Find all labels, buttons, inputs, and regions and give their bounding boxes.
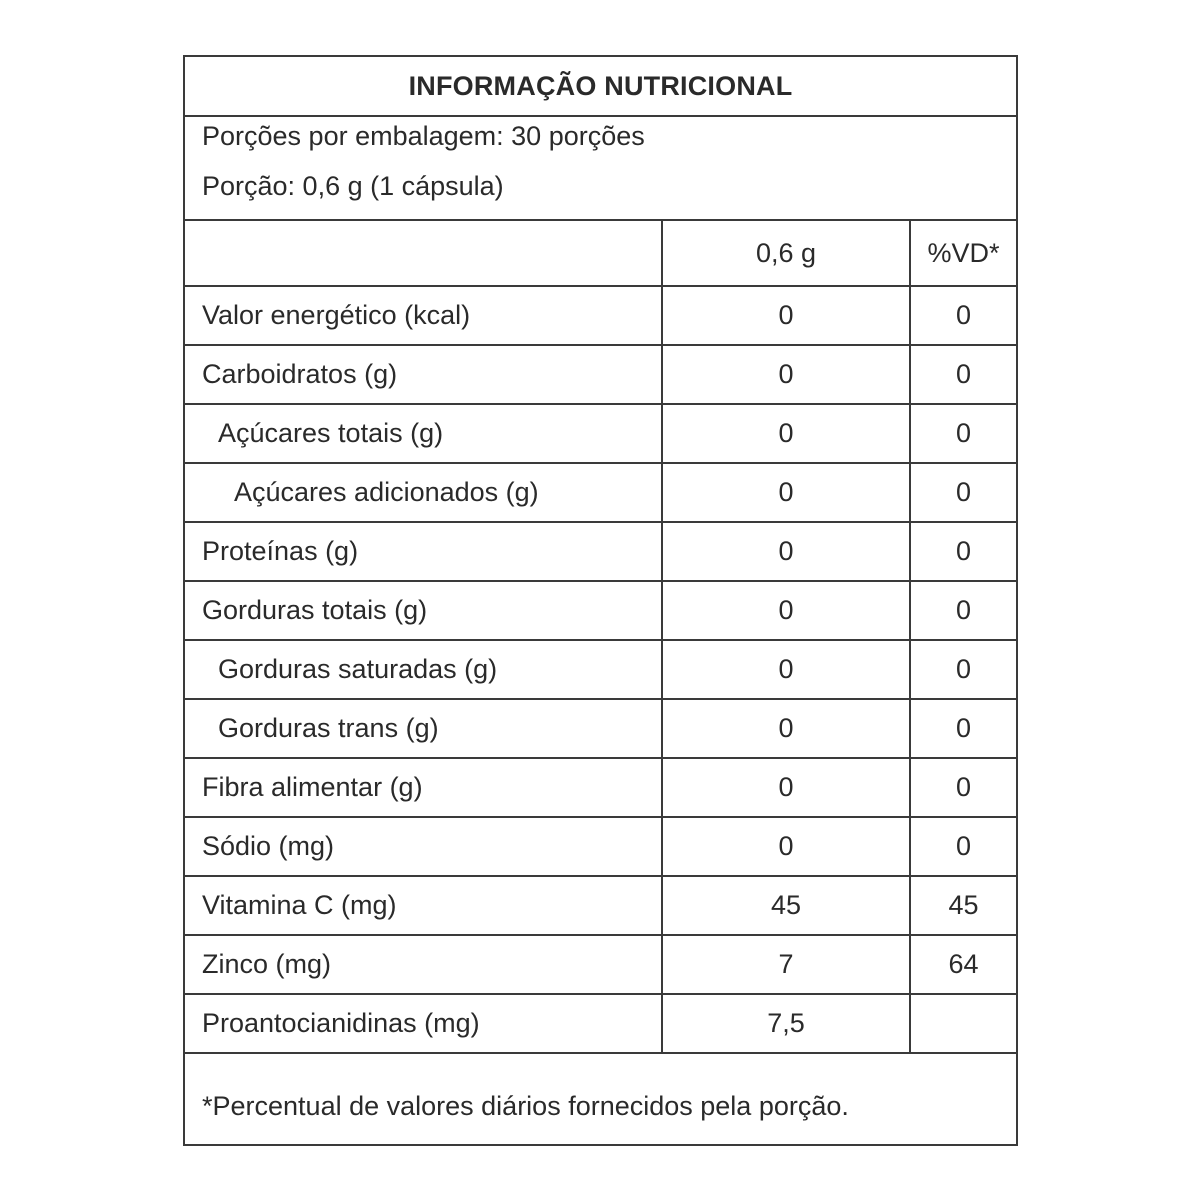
nutrient-quantity: 0 — [662, 758, 910, 817]
nutrient-daily-value: 0 — [910, 345, 1016, 404]
table-row — [185, 581, 1016, 640]
nutrient-quantity: 0 — [662, 404, 910, 463]
nutrient-name: Açúcares adicionados (g) — [185, 463, 662, 522]
nutrition-table — [185, 221, 1016, 1054]
header-quantity-cell: 0,6 g — [662, 221, 910, 286]
table-row — [185, 404, 1016, 463]
nutrient-daily-value: 0 — [910, 640, 1016, 699]
table-header-row — [185, 221, 1016, 286]
nutrient-name: Fibra alimentar (g) — [185, 758, 662, 817]
nutrient-quantity: 0 — [662, 640, 910, 699]
table-row — [185, 640, 1016, 699]
footnote: *Percentual de valores diários fornecidos pela porção. — [202, 1091, 849, 1121]
nutrient-name: Açúcares totais (g) — [185, 404, 662, 463]
serving-size: Porção: 0,6 g (1 cápsula) — [202, 171, 504, 201]
nutrient-daily-value — [910, 994, 1016, 1053]
nutrient-name: Sódio (mg) — [185, 817, 662, 876]
nutrient-daily-value: 0 — [910, 581, 1016, 640]
nutrient-daily-value: 45 — [910, 876, 1016, 935]
nutrition-facts-label — [183, 55, 1018, 1146]
nutrient-quantity: 0 — [662, 286, 910, 345]
table-row — [185, 522, 1016, 581]
servings-per-package: Porções por embalagem: 30 porções — [202, 121, 645, 151]
header-name-cell — [185, 221, 662, 286]
nutrient-quantity: 45 — [662, 876, 910, 935]
portion-info — [185, 117, 1016, 221]
nutrient-quantity: 0 — [662, 581, 910, 640]
nutrient-quantity: 7 — [662, 935, 910, 994]
nutrient-daily-value: 0 — [910, 758, 1016, 817]
nutrient-name: Gorduras trans (g) — [185, 699, 662, 758]
nutrient-daily-value: 0 — [910, 817, 1016, 876]
table-row — [185, 876, 1016, 935]
table-row — [185, 994, 1016, 1053]
table-row — [185, 699, 1016, 758]
nutrient-daily-value: 0 — [910, 522, 1016, 581]
table-row — [185, 758, 1016, 817]
nutrient-quantity: 7,5 — [662, 994, 910, 1053]
table-row — [185, 286, 1016, 345]
nutrient-name: Gorduras saturadas (g) — [185, 640, 662, 699]
nutrient-quantity: 0 — [662, 817, 910, 876]
nutrient-name: Carboidratos (g) — [185, 345, 662, 404]
nutrient-daily-value: 0 — [910, 699, 1016, 758]
table-row — [185, 345, 1016, 404]
nutrient-daily-value: 64 — [910, 935, 1016, 994]
table-row — [185, 817, 1016, 876]
nutrient-daily-value: 0 — [910, 404, 1016, 463]
nutrient-quantity: 0 — [662, 463, 910, 522]
nutrient-quantity: 0 — [662, 522, 910, 581]
nutrient-daily-value: 0 — [910, 286, 1016, 345]
nutrient-name: Proteínas (g) — [185, 522, 662, 581]
header-daily-value-cell: %VD* — [910, 221, 1016, 286]
nutrient-name: Valor energético (kcal) — [185, 286, 662, 345]
nutrient-daily-value: 0 — [910, 463, 1016, 522]
nutrient-name: Gorduras totais (g) — [185, 581, 662, 640]
nutrient-name: Zinco (mg) — [185, 935, 662, 994]
nutrient-name: Vitamina C (mg) — [185, 876, 662, 935]
nutrient-name: Proantocianidinas (mg) — [185, 994, 662, 1053]
nutrient-quantity: 0 — [662, 345, 910, 404]
table-row — [185, 463, 1016, 522]
table-row — [185, 935, 1016, 994]
label-title: INFORMAÇÃO NUTRICIONAL — [185, 57, 1016, 117]
nutrient-quantity: 0 — [662, 699, 910, 758]
